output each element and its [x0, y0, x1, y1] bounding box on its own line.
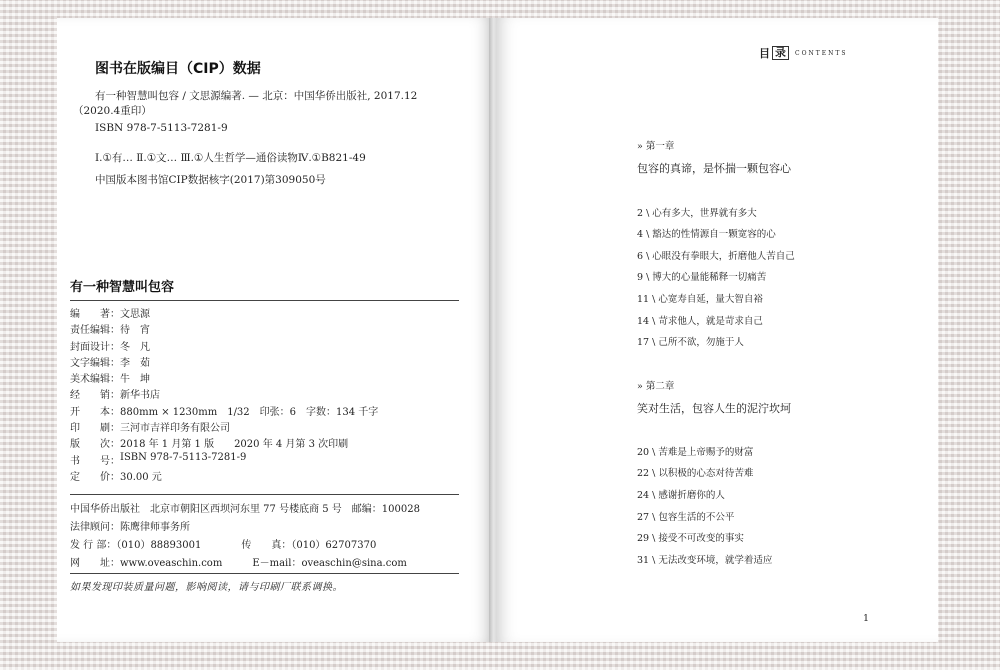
info-label: 文字编辑： — [70, 357, 120, 369]
chapter-tag: » 第二章 — [637, 381, 675, 392]
left-page — [57, 18, 493, 642]
toc-item[interactable]: 31 \ 无法改变环境，就学着适应 — [637, 555, 773, 566]
info-value: 文思源 — [120, 309, 150, 320]
cip-line: 中国版本图书馆CIP数据核字(2017)第309050号 — [95, 174, 326, 186]
chapter-title: 包容的真谛，是怀揣一颗包容心 — [637, 162, 791, 175]
toc-item[interactable]: 24 \ 感谢折磨你的人 — [637, 490, 725, 501]
toc-item[interactable]: 29 \ 接受不可改变的事实 — [637, 533, 744, 544]
toc-item[interactable]: 9 \ 博大的心量能稀释一切痛苦 — [637, 272, 767, 283]
info-label: 封面设计： — [70, 341, 120, 353]
cip-line: （2020.4重印） — [73, 105, 152, 117]
toc-item[interactable]: 14 \ 苛求他人，就是苛求自己 — [637, 316, 763, 327]
info-row — [70, 386, 378, 402]
toc-item[interactable]: 4 \ 豁达的性情源自一颗宽容的心 — [637, 229, 776, 240]
info-value: 李 茹 — [120, 357, 150, 369]
cip-line: Ⅰ.①有… Ⅱ.①文… Ⅲ.①人生哲学—通俗读物Ⅳ.①B821-49 — [95, 152, 366, 164]
chapter-tag: » 第一章 — [637, 141, 675, 152]
info-value: 三河市吉祥印务有限公司 — [120, 423, 230, 435]
info-row — [70, 370, 378, 386]
divider — [70, 573, 459, 574]
info-value: 待 宵 — [120, 325, 150, 337]
publisher-row: 法律顾问：陈鹰律师事务所 — [70, 522, 190, 533]
divider — [70, 494, 459, 495]
info-label: 编 著： — [70, 309, 120, 320]
info-value: 牛 坤 — [120, 374, 150, 386]
toc-header-contents: CONTENTS — [795, 49, 848, 57]
info-value: ISBN 978-7-5113-7281-9 — [120, 451, 247, 463]
info-label: 经 销： — [70, 390, 120, 402]
info-row — [70, 305, 378, 321]
publisher-row: 发 行 部：（010）88893001 传 真：（010）62707370 — [70, 540, 377, 551]
info-label: 书 号： — [70, 455, 120, 467]
page-number: 1 — [863, 613, 870, 624]
divider — [70, 300, 459, 301]
info-list — [70, 305, 378, 484]
info-value: 880mm × 1230mm 1/32 印张：6 字数：134 千字 — [120, 406, 379, 418]
info-label: 印 刷： — [70, 423, 120, 435]
info-value: 30.00 元 — [120, 471, 162, 483]
book-title: 有一种智慧叫包容 — [70, 280, 175, 295]
toc-item[interactable]: 2 \ 心有多大，世界就有多大 — [637, 208, 757, 219]
cip-line: 有一种智慧叫包容 / 文思源编著. — 北京：中国华侨出版社, 2017.12 — [95, 90, 418, 102]
info-row — [70, 338, 378, 354]
info-row — [70, 321, 378, 337]
toc-header — [759, 45, 848, 61]
info-row — [70, 468, 378, 484]
info-row — [70, 419, 378, 435]
info-row — [70, 354, 378, 370]
info-label: 美术编辑： — [70, 374, 120, 386]
info-row — [70, 435, 378, 451]
info-value: 新华书店 — [120, 390, 160, 402]
info-value: 冬 凡 — [120, 341, 150, 353]
info-row — [70, 452, 378, 468]
right-page — [496, 18, 938, 642]
info-label: 版 次： — [70, 439, 120, 451]
info-value: 2018 年 1 月第 1 版 2020 年 4 月第 3 次印刷 — [120, 439, 349, 451]
info-label: 定 价： — [70, 471, 120, 483]
toc-item[interactable]: 11 \ 心宽寿自延，量大智自裕 — [637, 294, 763, 305]
info-row — [70, 403, 378, 419]
toc-header-mu: 目 — [759, 47, 770, 60]
toc-item[interactable]: 6 \ 心眼没有拳眼大，折磨他人苦自己 — [637, 251, 795, 262]
toc-item[interactable]: 22 \ 以积极的心态对待苦难 — [637, 468, 754, 479]
cip-heading: 图书在版编目（CIP）数据 — [95, 61, 261, 77]
publisher-info — [70, 500, 420, 572]
toc-item[interactable]: 20 \ 苦难是上帝赐予的财富 — [637, 447, 754, 458]
cip-line: ISBN 978-7-5113-7281-9 — [95, 122, 228, 134]
publisher-row: 网 址：www.oveaschin.com E－mail：oveaschin@sina.com — [70, 558, 407, 569]
publisher-row: 中国华侨出版社 北京市朝阳区西坝河东里 77 号楼底商 5 号 邮编：100028 — [70, 504, 420, 515]
toc-item[interactable]: 27 \ 包容生活的不公平 — [637, 512, 735, 523]
chapter-title: 笑对生活，包容人生的泥泞坎坷 — [637, 402, 791, 415]
toc-item[interactable]: 17 \ 己所不欲，勿施于人 — [637, 337, 744, 348]
toc-header-lu: 录 — [772, 46, 789, 60]
info-label: 开 本： — [70, 406, 120, 418]
info-label: 责任编辑： — [70, 325, 120, 337]
quality-notice: 如果发现印装质量问题，影响阅读，请与印刷厂联系调换。 — [70, 582, 343, 593]
